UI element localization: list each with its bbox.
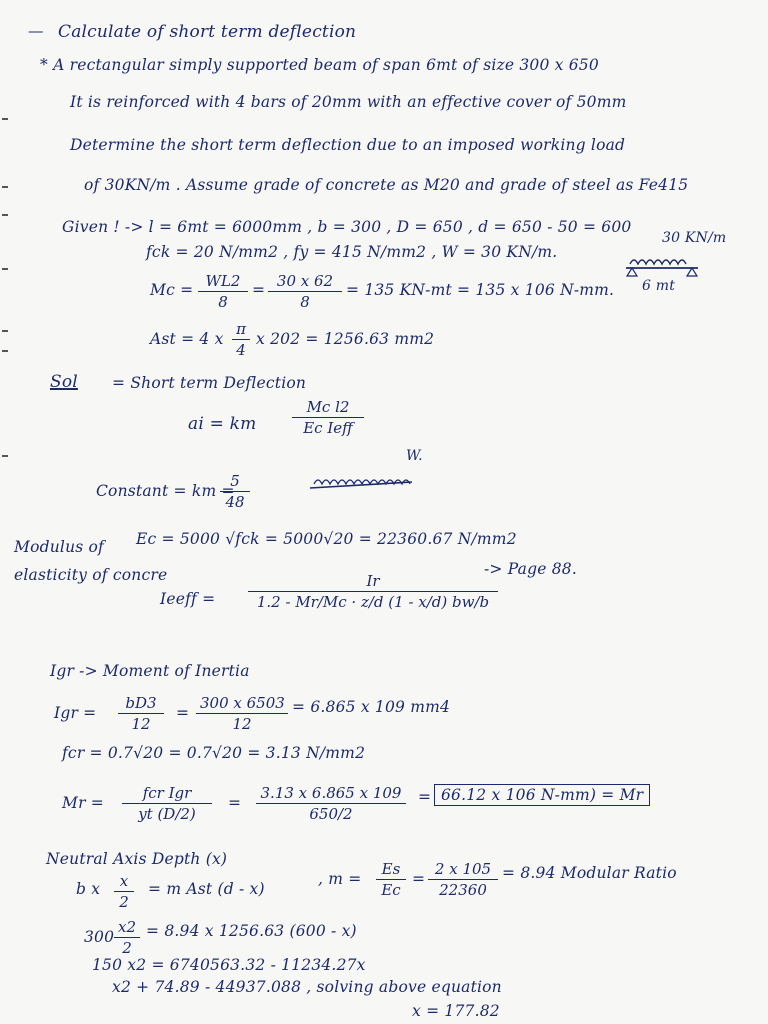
ai-fraction-den: Ec Ieff [303,419,353,437]
ieff-label: Ieeff = [160,590,216,608]
ai-label: ai = km [188,414,257,434]
ieff-fraction-den: 1.2 - Mr/Mc · z/d (1 - x/d) bw/b [256,593,490,611]
eq1-lhs: 300 [84,928,115,946]
m-fraction-2-den: 22360 [439,881,487,899]
ai-fraction [292,398,364,437]
mc-result: = 135 KN-mt = 135 x 106 N-mm. [346,281,615,299]
m-fraction-1-num: Es [376,860,406,880]
mr-label: Mr = [62,794,104,812]
beam-span-label: 6 mt [642,278,676,294]
m-label: , m = [318,870,362,888]
mc-fraction-2-num: 30 x 62 [268,272,342,292]
ast-result: x 202 = 1256.63 mm2 [256,330,435,348]
igr-fraction-1-num: bD3 [118,694,164,714]
margin-mark [2,350,8,352]
problem-line-2: It is reinforced with 4 bars of 20mm with an effective cover of 50mm [70,93,627,111]
page-heading: Calculate of short term deflection [58,22,357,42]
na-lhs: b x [76,880,101,898]
w-label: W. [406,448,423,464]
neutral-axis-heading: Neutral Axis Depth (x) [46,850,228,868]
margin-mark [2,186,8,188]
eq1-fraction [114,918,140,957]
igr-label: Igr = [54,704,97,722]
mr-equals: = [228,794,242,812]
eq4-result: x = 177.82 [412,1002,500,1020]
mc-fraction-1-num: WL2 [198,272,248,292]
mr-fraction-2-den: 650/2 [309,805,353,823]
constant-fraction-num: 5 [220,472,250,492]
m-fraction-2-num: 2 x 105 [428,860,498,880]
mc-label: Mc = [150,281,194,299]
mr-fraction-1 [122,784,212,823]
na-rhs: = m Ast (d - x) [148,880,265,898]
mc-fraction-2 [268,272,342,311]
constant-fraction-den: 48 [225,493,245,511]
mr-result-equals: = [418,788,432,806]
solution-label: Sol [50,372,78,392]
ast-fraction [232,320,250,359]
ec-equation: Ec = 5000 √fck = 5000√20 = 22360.67 N/mm2 [136,530,517,548]
igr-result: = 6.865 x 109 mm4 [292,698,451,716]
udl-beam-sketch-icon [308,470,418,496]
constant-label: Constant = km = [96,482,235,500]
margin-mark [2,214,8,216]
eq1-rhs: = 8.94 x 1256.63 (600 - x) [146,922,357,940]
m-equals: = [412,870,426,888]
igr-fraction-1-den: 12 [131,715,151,733]
igr-fraction-2-den: 12 [232,715,252,733]
ast-fraction-den: 4 [236,341,246,359]
eq2: 150 x2 = 6740563.32 - 11234.27x [92,956,366,974]
eq1-fraction-den: 2 [122,939,132,957]
ast-fraction-num: π [232,320,250,340]
ieff-fraction [248,572,498,611]
eq3: x2 + 74.89 - 44937.088 , solving above equation [112,978,502,996]
na-fraction [114,872,134,911]
igr-fraction-2-num: 300 x 6503 [196,694,288,714]
problem-line-1: * A rectangular simply supported beam of span 6mt of size 300 x 650 [40,56,599,74]
ast-label: Ast = 4 x [150,330,224,348]
header-dash: — [28,22,44,40]
m-fraction-2 [428,860,498,899]
problem-line-4: of 30KN/m . Assume grade of concrete as M20 and grade of steel as Fe415 [84,176,689,194]
modulus-label-2: elasticity of concre [14,566,168,584]
ieff-fraction-num: Ir [248,572,498,592]
mr-fraction-2 [256,784,406,823]
eq1-fraction-num: x2 [114,918,140,938]
mr-fraction-1-den: yt (D/2) [138,805,196,823]
igr-fraction-2 [196,694,288,733]
ai-fraction-num: Mc l2 [292,398,364,418]
m-fraction-1 [376,860,406,899]
mc-fraction-1-den: 8 [218,293,228,311]
margin-mark [2,268,8,270]
beam-load-label: 30 KN/m [662,230,727,246]
mr-boxed-result: 66.12 x 106 N-mm) = Mr [434,784,650,806]
modulus-label-1: Modulus of [14,538,104,556]
na-fraction-num: x [114,872,134,892]
given-line-2: fck = 20 N/mm2 , fy = 415 N/mm2 , W = 30 KN/m. [146,243,558,261]
mr-fraction-1-num: fcr Igr [122,784,212,804]
constant-fraction [220,472,250,511]
page-reference: -> Page 88. [484,560,577,578]
igr-definition: Igr -> Moment of Inertia [50,662,250,680]
igr-fraction-1 [118,694,164,733]
na-fraction-den: 2 [119,893,129,911]
mr-fraction-2-num: 3.13 x 6.865 x 109 [256,784,406,804]
problem-line-3: Determine the short term deflection due to an imposed working load [70,136,626,154]
m-fraction-1-den: Ec [381,881,401,899]
fcr-equation: fcr = 0.7√20 = 0.7√20 = 3.13 N/mm2 [62,744,366,762]
given-line-1: Given ! -> l = 6mt = 6000mm , b = 300 , D = 650 , d = 650 - 50 = 600 [62,218,632,236]
m-result: = 8.94 Modular Ratio [502,864,677,882]
margin-mark [2,330,8,332]
igr-equals: = [176,704,190,722]
solution-title: = Short term Deflection [112,374,307,392]
mc-equals: = [252,281,266,299]
mc-fraction-1 [198,272,248,311]
margin-mark [2,118,8,120]
margin-mark [2,455,8,457]
mc-fraction-2-den: 8 [300,293,310,311]
